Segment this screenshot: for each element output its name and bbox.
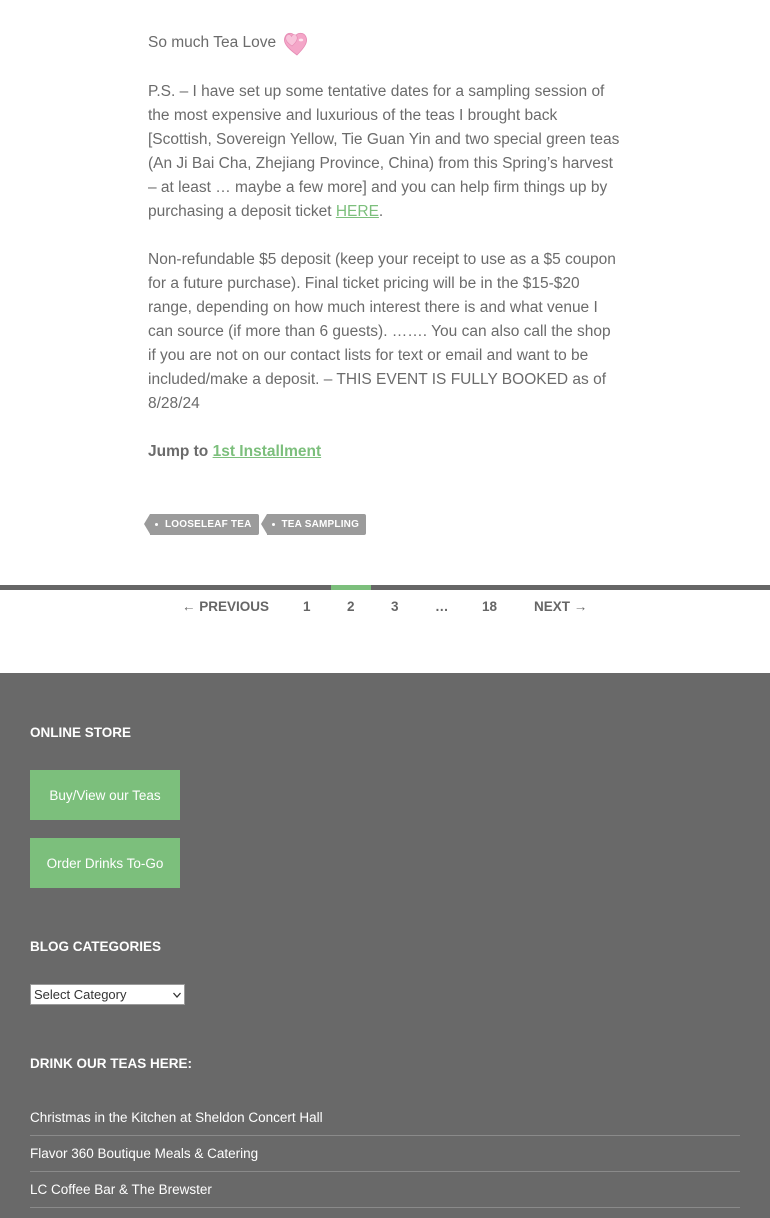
next-page-link[interactable]: NEXT →: [534, 599, 588, 614]
ps-end: .: [378, 203, 384, 220]
post-tags: [150, 514, 366, 535]
deposit-ticket-link[interactable]: HERE: [335, 203, 379, 220]
tag-tea-sampling[interactable]: TEA SAMPLING: [267, 514, 367, 535]
first-installment-link[interactable]: 1st Installment: [212, 443, 322, 460]
love-text: So much Tea Love: [148, 34, 277, 51]
list-item[interactable]: LC Coffee Bar & The Brewster: [30, 1172, 740, 1208]
pagination: [0, 597, 770, 621]
previous-page-link[interactable]: ← PREVIOUS: [182, 599, 270, 614]
love-line: [148, 27, 312, 59]
order-drinks-button[interactable]: Order Drinks To-Go: [30, 838, 180, 888]
jump-label: Jump to: [148, 443, 213, 460]
two-hearts-icon: [280, 27, 312, 59]
ps-paragraph: [148, 80, 622, 224]
jump-line: [148, 440, 321, 464]
chevron-down-icon: [173, 991, 181, 999]
page-link-1[interactable]: 1: [303, 599, 311, 614]
drink-teas-list: [30, 1100, 740, 1208]
footer-widgets: [0, 673, 770, 1218]
ps-text: P.S. – I have set up some tentative dates for a sampling session of the most expensive and luxurious of the teas I brought back [Scottish, Sovereign Yellow, Tie Guan Yin and two special green teas (An Ji Bai Cha, Zhejiang Province, China) from this Spring’s harvest – at least … maybe a few more] and you can help firm things up by purchasing a deposit ticket: [148, 83, 620, 220]
list-item[interactable]: Christmas in the Kitchen at Sheldon Concert Hall: [30, 1100, 740, 1136]
page-link-3[interactable]: 3: [391, 599, 399, 614]
blog-categories-title: BLOG CATEGORIES: [30, 939, 162, 954]
drink-teas-here-title: DRINK OUR TEAS HERE:: [30, 1056, 193, 1071]
page-current-2: 2: [347, 599, 355, 614]
page-ellipsis: …: [435, 599, 449, 614]
online-store-title: ONLINE STORE: [30, 725, 132, 740]
deposit-paragraph: Non-refundable $5 deposit (keep your receipt to use as a $5 coupon for a future purchase). Final ticket pricing will be in the $15-$20 range, depending on how much interest there is and what venue I can source (if more than 6 guests). ……. You can also call the shop if you are not on our contact lists for text or email and want to be included/make a deposit. – THIS EVENT IS FULLY BOOKED as of 8/28/24: [148, 251, 616, 412]
list-item[interactable]: Flavor 360 Boutique Meals & Catering: [30, 1136, 740, 1172]
tag-looseleaf-tea[interactable]: LOOSELEAF TEA: [150, 514, 259, 535]
buy-view-teas-button[interactable]: Buy/View our Teas: [30, 770, 180, 820]
category-select-value: Select Category: [34, 987, 127, 1002]
category-select[interactable]: [30, 984, 185, 1005]
pagination-divider: [0, 585, 770, 590]
current-page-indicator: [331, 585, 371, 590]
page-link-18[interactable]: 18: [482, 599, 498, 614]
